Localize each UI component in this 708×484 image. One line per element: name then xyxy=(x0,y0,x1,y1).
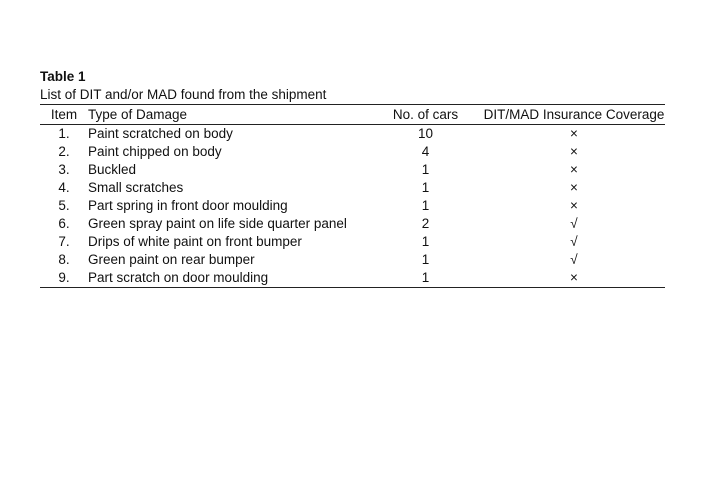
cell-item: 5. xyxy=(58,198,70,213)
table-row xyxy=(40,251,665,269)
damage-table xyxy=(40,104,665,288)
cell-item: 1. xyxy=(58,126,70,141)
cell-coverage: × xyxy=(570,126,578,141)
cell-item: 6. xyxy=(58,216,70,231)
cell-type: Buckled xyxy=(88,162,137,177)
cell-coverage: × xyxy=(570,198,578,213)
cell-coverage: √ xyxy=(570,234,578,249)
cell-cars: 1 xyxy=(421,180,430,195)
table-row xyxy=(40,269,665,288)
cell-cars: 4 xyxy=(421,144,430,159)
table-caption: List of DIT and/or MAD found from the shipment xyxy=(40,87,327,102)
cell-item: 3. xyxy=(58,162,70,177)
table-row xyxy=(40,233,665,251)
cell-item: 9. xyxy=(40,269,88,288)
cell-type: Paint chipped on body xyxy=(88,144,222,159)
table-row xyxy=(40,179,665,197)
cell-cars: 1 xyxy=(421,234,430,249)
cell-cars: 2 xyxy=(421,216,430,231)
cell-coverage: √ xyxy=(570,216,578,231)
cell-cars: 1 xyxy=(421,252,430,267)
cell-cars: 1 xyxy=(368,269,483,288)
cell-cars: 1 xyxy=(421,198,430,213)
cell-item: 8. xyxy=(58,252,70,267)
cell-type: Part scratch on door moulding xyxy=(88,269,368,288)
cell-cars: 1 xyxy=(421,162,430,177)
cell-type: Paint scratched on body xyxy=(88,126,233,141)
document-body xyxy=(40,68,665,288)
header-item: Item xyxy=(40,105,88,125)
cell-cars: 10 xyxy=(417,126,434,141)
table-label: Table 1 xyxy=(40,69,86,84)
table-row xyxy=(40,215,665,233)
cell-coverage: × xyxy=(483,269,665,288)
cell-coverage: × xyxy=(570,144,578,159)
cell-item: 4. xyxy=(58,180,70,195)
cell-type: Green spray paint on life side quarter panel xyxy=(88,216,347,231)
cell-type: Drips of white paint on front bumper xyxy=(88,234,302,249)
cell-coverage: √ xyxy=(570,252,578,267)
header-type-of-damage: Type of Damage xyxy=(88,105,368,125)
cell-coverage: × xyxy=(570,180,578,195)
cell-type: Part spring in front door moulding xyxy=(88,198,288,213)
cell-item: 2. xyxy=(58,144,70,159)
table-row xyxy=(40,161,665,179)
table-row xyxy=(40,125,665,144)
cell-coverage: × xyxy=(570,162,578,177)
cell-item: 7. xyxy=(58,234,70,249)
header-insurance-coverage: DIT/MAD Insurance Coverage xyxy=(483,105,665,125)
table-row xyxy=(40,197,665,215)
header-no-of-cars: No. of cars xyxy=(368,105,483,125)
table-header-row xyxy=(40,105,665,125)
cell-type: Small scratches xyxy=(88,180,184,195)
cell-type: Green paint on rear bumper xyxy=(88,252,255,267)
table-row xyxy=(40,143,665,161)
